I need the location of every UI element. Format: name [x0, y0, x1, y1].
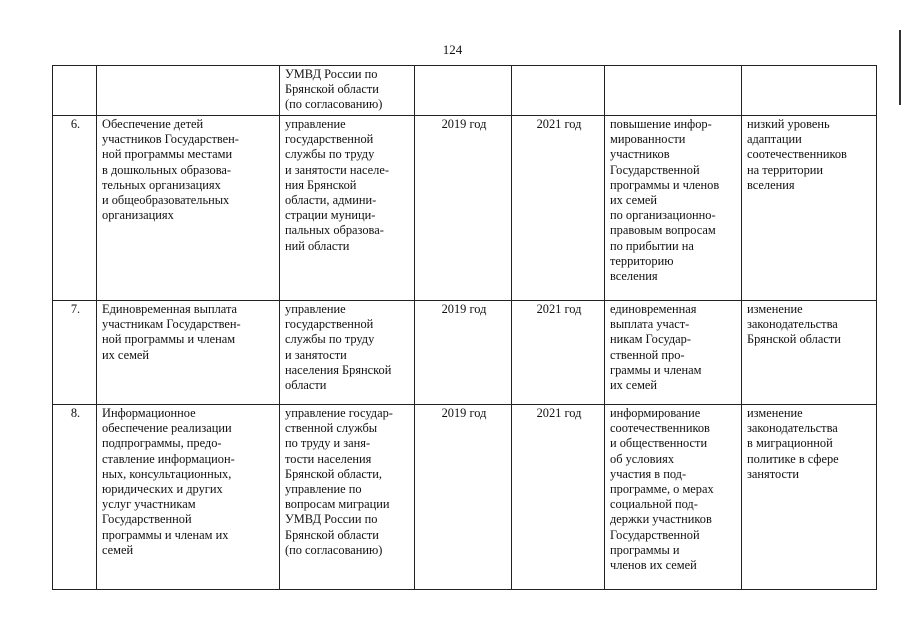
- executor-cell: управление государственной службы по труду и занятости населения Брянской области: [280, 301, 415, 405]
- result-cell: [605, 66, 742, 116]
- risk-cell: изменение законодательства Брянской области: [742, 301, 877, 405]
- end-year-cell: [512, 66, 605, 116]
- start-year-cell: 2019 год: [415, 405, 512, 590]
- start-year-cell: [415, 66, 512, 116]
- executor-cell: управление государ- ственной службы по труду и заня- тости населения Брянской области, управление по вопросам миграции УМВД России по Брянской области (по согласованию): [280, 405, 415, 590]
- row-number: [53, 66, 97, 116]
- end-year-cell: 2021 год: [512, 405, 605, 590]
- measure-cell: Единовременная выплата участникам Государствен- ной программы и членам их семей: [97, 301, 280, 405]
- table-row: [53, 301, 877, 405]
- measure-cell: Информационное обеспечение реализации подпрограммы, предо- ставление информацион- ных, консультационных, юридических и других услуг участникам Государственной программы и членам их семей: [97, 405, 280, 590]
- row-number: 6.: [53, 116, 97, 301]
- risk-cell: изменение законодательства в миграционной политике в сфере занятости: [742, 405, 877, 590]
- measures-table: [52, 65, 877, 590]
- result-cell: единовременная выплата участ- никам Государ- ственной про- граммы и членам их семей: [605, 301, 742, 405]
- measure-cell: Обеспечение детей участников Государствен- ной программы местами в дошкольных образова- тельных организациях и общеобразовательных организациях: [97, 116, 280, 301]
- result-cell: информирование соотечественников и общественности об условиях участия в под- программе, о мерах социальной под- держки участников Государственной программы и членов их семей: [605, 405, 742, 590]
- table-row: [53, 66, 877, 116]
- executor-cell: УМВД России по Брянской области (по согласованию): [280, 66, 415, 116]
- risk-cell: низкий уровень адаптации соотечественников на территории вселения: [742, 116, 877, 301]
- start-year-cell: 2019 год: [415, 116, 512, 301]
- end-year-cell: 2021 год: [512, 301, 605, 405]
- measure-cell: [97, 66, 280, 116]
- risk-cell: [742, 66, 877, 116]
- row-number: 8.: [53, 405, 97, 590]
- end-year-cell: 2021 год: [512, 116, 605, 301]
- scan-edge-line: [899, 30, 901, 105]
- table-row: [53, 116, 877, 301]
- row-number: 7.: [53, 301, 97, 405]
- table-row: [53, 405, 877, 590]
- result-cell: повышение инфор- мированности участников Государственной программы и членов их семей по организационно- правовым вопросам по прибытии на территорию вселения: [605, 116, 742, 301]
- page-number: 124: [442, 42, 463, 57]
- start-year-cell: 2019 год: [415, 301, 512, 405]
- executor-cell: управление государственной службы по труду и занятости населе- ния Брянской области, админи- страции муници- пальных образова- ний области: [280, 116, 415, 301]
